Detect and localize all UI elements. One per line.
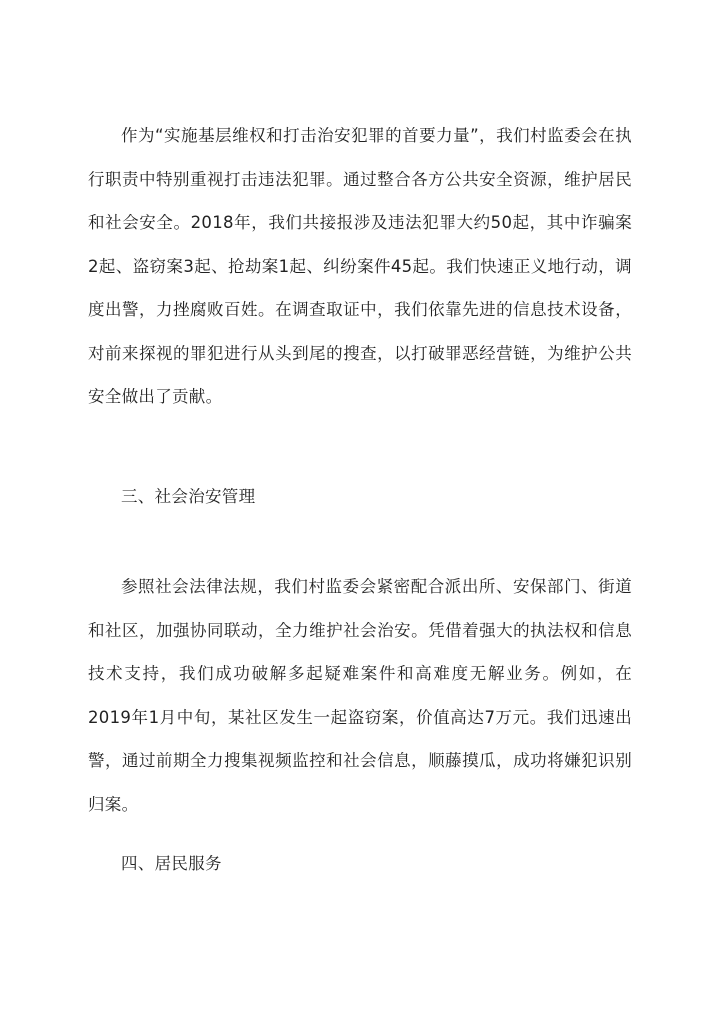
section-heading-resident-services: 四、居民服务 (121, 854, 222, 873)
section-heading-public-security: 三、社会治安管理 (121, 487, 256, 506)
body-paragraph-crime-fighting: 作为“实施基层维权和打击治安犯罪的首要力量”，我们村监委会在执行职责中特别重视打击违法犯罪。通过整合各方公共安全资源，维护居民和社会安全。2018年，我们共接报涉及违法犯罪大约50起，其中诈骗案2起、盗窃案3起、抢劫案1起、纠纷案件45起。我们快速正义地行动，调度出警，力挫腐败百姓。在调查取证中，我们依靠先进的信息技术设备，对前来探视的罪犯进行从头到尾的搜查，以打破罪恶经营链，为维护公共安全做出了贡献。 (88, 126, 632, 406)
body-paragraph-public-security: 参照社会法律法规，我们村监委会紧密配合派出所、安保部门、街道和社区，加强协同联动，全力维护社会治安。凭借着强大的执法权和信息技术支持，我们成功破解多起疑难案件和高难度无解业务。例如，在2019年1月中旬，某社区发生一起盗窃案，价值高达7万元。我们迅速出警，通过前期全力搜集视频监控和社会信息，顺藤摸瓜，成功将嫌犯识别归案。 (88, 577, 632, 814)
